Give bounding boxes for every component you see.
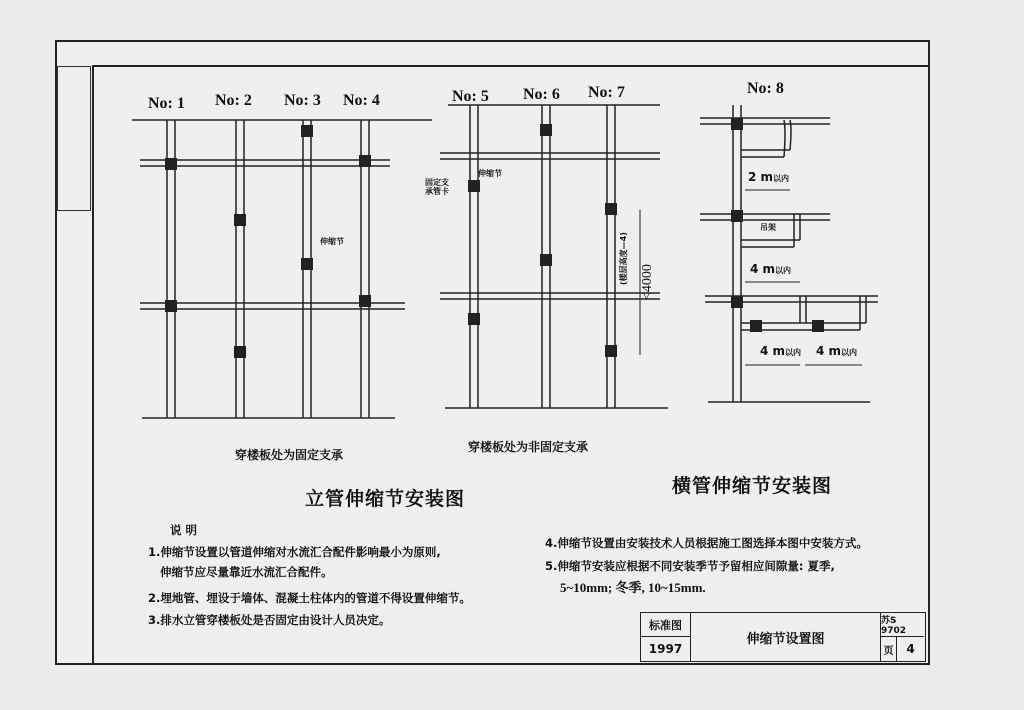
dim-2: 4 m以内 (750, 262, 792, 276)
note-5b: 5~10mm; 冬季, 10~15mm. (560, 580, 706, 595)
note-1b: 伸缩节应尽量靠近水流汇合配件。 (160, 565, 333, 579)
joint-6a (540, 124, 552, 136)
notes-heading: 说 明 (170, 523, 198, 537)
pipe-label-1: No: 1 (148, 95, 185, 112)
pipe-label-4: No: 4 (343, 92, 380, 109)
tb-page-no: 4 (906, 642, 915, 656)
caption-fixed: 穿楼板处为固定支承 (235, 448, 344, 462)
joint-8c (731, 296, 743, 308)
pipe-label-3: No: 3 (284, 92, 321, 109)
title-block (640, 612, 926, 662)
tb-year: 1997 (641, 637, 691, 661)
joint-label-vertical: 伸缩节 (320, 237, 344, 246)
joint-2a (234, 214, 246, 226)
caption-nonfixed: 穿楼板处为非固定支承 (468, 440, 589, 454)
joint-5a (468, 180, 480, 192)
pipe-label-8: No: 8 (747, 80, 784, 97)
horizontal-title: 横管伸缩节安装图 (672, 475, 833, 497)
joint-label-nonfixed: 伸缩节 (478, 169, 502, 178)
joint-1b (165, 300, 177, 312)
joint-2b (234, 346, 246, 358)
joint-3a (301, 125, 313, 137)
pipe-label-2: No: 2 (215, 92, 252, 109)
note-2: 2.埋地管、埋设于墙体、混凝土柱体内的管道不得设置伸缩节。 (148, 591, 471, 605)
joint-8d (750, 320, 762, 332)
joint-8b (731, 210, 743, 222)
joint-4b (359, 295, 371, 307)
dim-1: 2 m以内 (748, 170, 790, 184)
joint-5b (468, 313, 480, 325)
tb-std-label: 标准图 (641, 613, 691, 637)
tb-page-label: 页 (881, 637, 897, 661)
note-5a: 5.伸缩节安装应根据不同安装季节予留相应间隙量: 夏季, (545, 559, 835, 573)
spacing-dimension: <4000 (640, 264, 655, 300)
note-3: 3.排水立管穿楼板处是否固定由设计人员决定。 (148, 613, 391, 627)
fixed-support-label: 固定支承管卡 (425, 178, 449, 196)
joint-8e (812, 320, 824, 332)
joint-7b (605, 345, 617, 357)
joint-1a (165, 158, 177, 170)
joint-3b (301, 258, 313, 270)
tb-drawing-name: 伸缩节设置图 (691, 613, 881, 661)
dim-3: 4 m以内 (760, 344, 802, 358)
pipe-label-6: No: 6 (523, 86, 560, 103)
joint-8a (731, 118, 743, 130)
joint-4a (359, 155, 371, 167)
note-4: 4.伸缩节设置由安装技术人员根据施工图选择本图中安装方式。 (545, 536, 868, 550)
note-1a: 1.伸缩节设置以管道伸缩对水流汇合配件影响最小为原则, (148, 545, 441, 559)
vertical-title: 立管伸缩节安装图 (305, 488, 466, 510)
spacing-note: (楼层高度—4) (619, 232, 628, 285)
pipe-label-5: No: 5 (452, 88, 489, 105)
hanger-label: 吊架 (760, 223, 776, 232)
dim-4: 4 m以内 (816, 344, 858, 358)
pipe-label-7: No: 7 (588, 84, 625, 101)
joint-6b (540, 254, 552, 266)
joint-7a (605, 203, 617, 215)
tb-code: 苏S 9702 (881, 613, 924, 637)
